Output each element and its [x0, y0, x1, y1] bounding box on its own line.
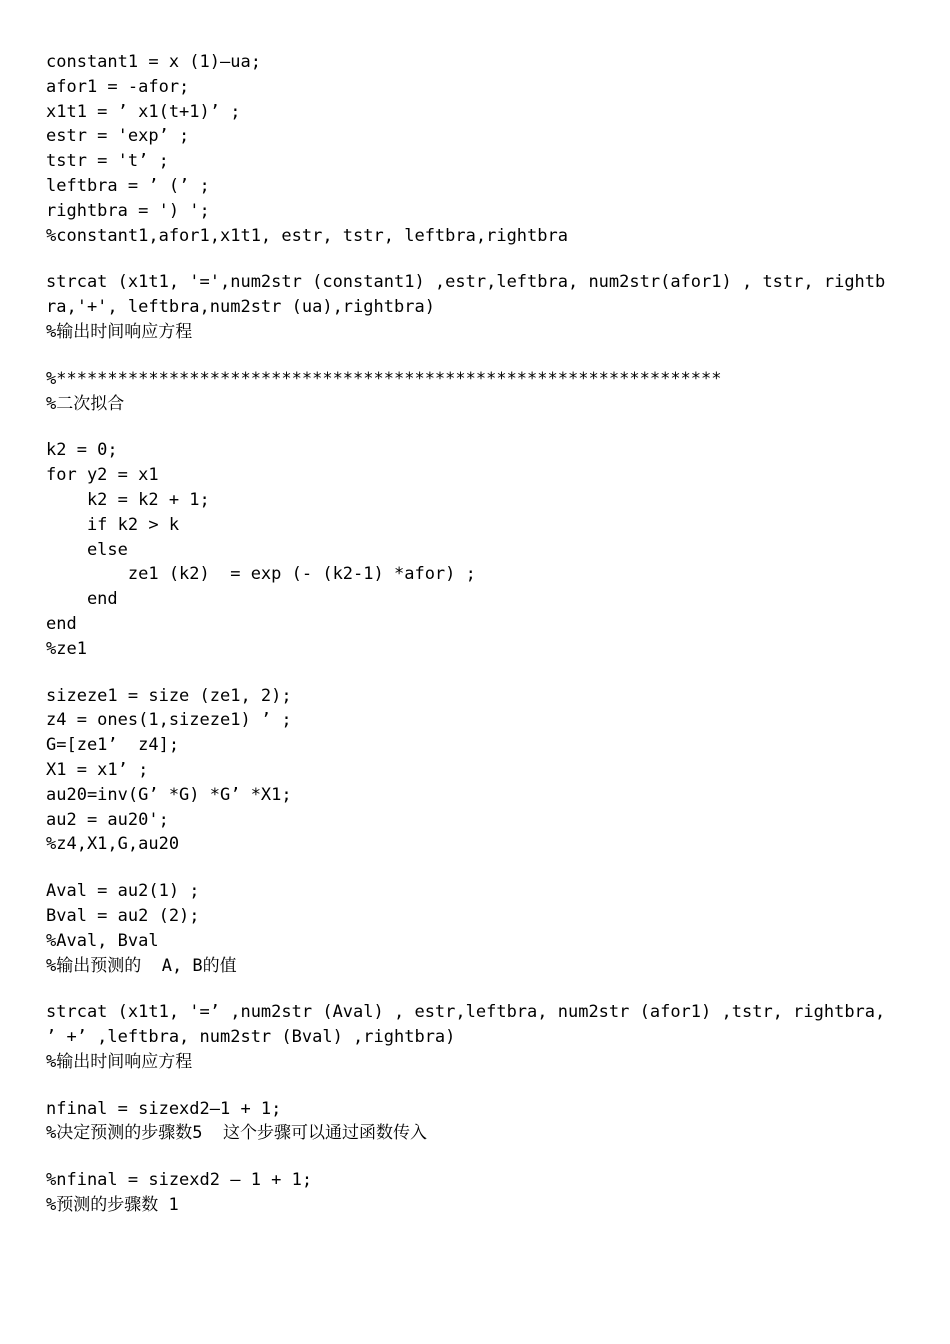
- blank-line: [46, 416, 926, 438]
- code-line: %constant1,afor1,x1t1, estr, tstr, leftbra,rightbra: [46, 225, 568, 246]
- code-listing: [46, 50, 926, 1218]
- code-line: %输出时间响应方程: [46, 321, 193, 342]
- code-line: nfinal = sizexd2—1 + 1;: [46, 1098, 282, 1119]
- code-line: %预测的步骤数 1: [46, 1195, 179, 1216]
- code-line: leftbra = ’ (’ ;: [46, 175, 210, 196]
- code-line: strcat (x1t1, '=',num2str (constant1) ,estr,leftbra, num2str(afor1) , tstr, rightb: [46, 272, 886, 293]
- code-line: ’ +’ ,leftbra, num2str (Bval) ,rightbra): [46, 1027, 456, 1048]
- code-line: afor1 = -afor;: [46, 76, 190, 97]
- blank-line: [46, 978, 926, 1000]
- code-line: else: [46, 539, 128, 560]
- code-line: k2 = 0;: [46, 440, 118, 461]
- code-line: %输出预测的 A, B的值: [46, 955, 237, 976]
- code-line: G=[ze1’ z4];: [46, 735, 180, 756]
- code-line: end: [46, 613, 77, 634]
- code-line: X1 = x1’ ;: [46, 759, 149, 780]
- code-line: %二次拟合: [46, 393, 125, 414]
- code-line: x1t1 = ’ x1(t+1)’ ;: [46, 101, 241, 122]
- code-line: au2 = au20';: [46, 809, 169, 830]
- blank-line: [46, 1075, 926, 1097]
- code-line: end: [46, 589, 118, 610]
- code-line: Bval = au2 (2);: [46, 905, 200, 926]
- code-line: %ze1: [46, 638, 87, 659]
- blank-line: [46, 1146, 926, 1168]
- code-line: k2 = k2 + 1;: [46, 489, 210, 510]
- code-line: sizeze1 = size (ze1, 2);: [46, 685, 292, 706]
- code-line: strcat (x1t1, '=’ ,num2str (Aval) , estr,leftbra, num2str (afor1) ,tstr, rightbra,: [46, 1002, 886, 1023]
- blank-line: [46, 857, 926, 879]
- code-line: if k2 > k: [46, 514, 180, 535]
- blank-line: [46, 662, 926, 684]
- code-line: constant1 = x (1)—ua;: [46, 52, 261, 72]
- blank-line: [46, 248, 926, 270]
- blank-line: [46, 345, 926, 367]
- code-line: %nfinal = sizexd2 — 1 + 1;: [46, 1170, 313, 1191]
- code-line: rightbra = ') ';: [46, 200, 210, 221]
- code-line: ra,'+', leftbra,num2str (ua),rightbra): [46, 297, 435, 318]
- code-line: au20=inv(G’ *G) *G’ *X1;: [46, 784, 292, 805]
- code-line: %决定预测的步骤数5 这个步骤可以通过函数传入: [46, 1123, 427, 1144]
- code-line: z4 = ones(1,sizeze1) ’ ;: [46, 710, 292, 731]
- code-line: tstr = 't’ ;: [46, 151, 169, 172]
- code-line: %Aval, Bval: [46, 930, 159, 951]
- code-line: estr = 'exp’ ;: [46, 126, 190, 147]
- code-line: %*****************************************************************: [46, 368, 722, 389]
- code-line: Aval = au2(1) ;: [46, 881, 200, 902]
- code-line: %输出时间响应方程: [46, 1051, 193, 1072]
- code-line: ze1 (k2) = exp (- (k2-1) *afor) ;: [46, 564, 476, 585]
- code-line: for y2 = x1: [46, 465, 159, 486]
- code-line: %z4,X1,G,au20: [46, 834, 180, 855]
